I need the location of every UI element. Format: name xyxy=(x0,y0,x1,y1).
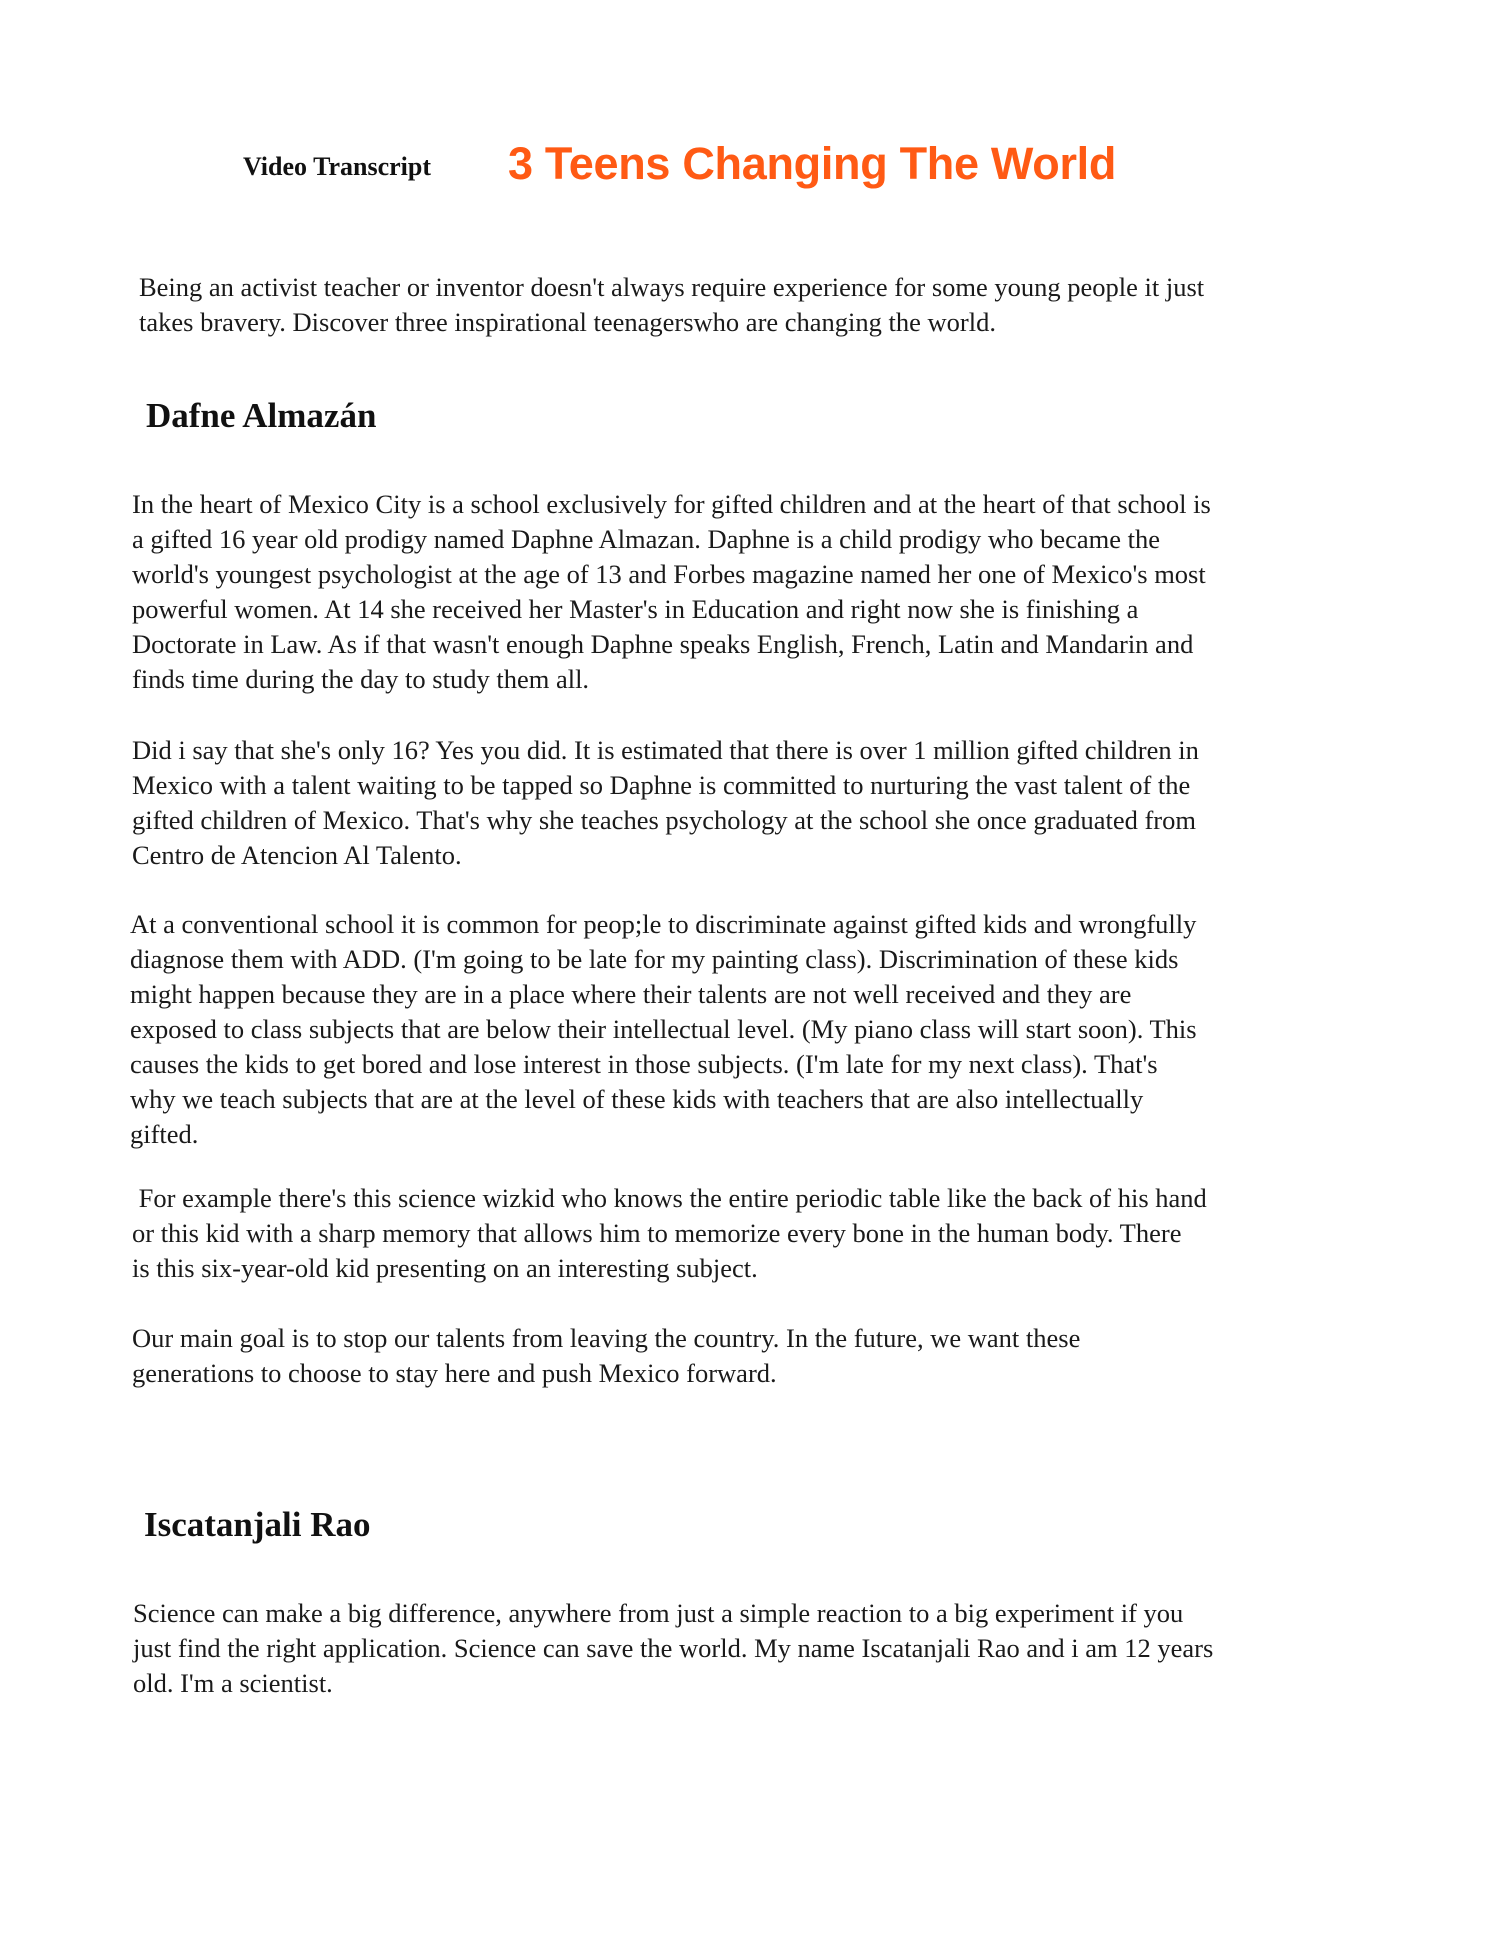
text-line: gifted children of Mexico. That's why she teaches psychology at the school she once graduated from xyxy=(132,805,1196,835)
text-line: Science can make a big difference, anywhere from just a simple reaction to a big experiment if you xyxy=(133,1598,1184,1628)
text-line: diagnose them with ADD. (I'm going to be late for my painting class). Discrimination of these kids xyxy=(130,944,1179,974)
text-line: Mexico with a talent waiting to be tapped so Daphne is committed to nurturing the vast talent of the xyxy=(132,770,1191,800)
text-line: gifted. xyxy=(130,1119,199,1149)
text-line: just find the right application. Science can save the world. My name Iscatanjali Rao and i am 12 years xyxy=(133,1633,1214,1663)
text-line: world's youngest psychologist at the age of 13 and Forbes magazine named her one of Mexico's most xyxy=(132,559,1206,589)
intro-paragraph xyxy=(139,270,1204,340)
text-line: why we teach subjects that are at the level of these kids with teachers that are also intellectually xyxy=(130,1084,1144,1114)
iscatanjali-paragraph-1 xyxy=(133,1596,1213,1701)
dafne-paragraph-3 xyxy=(130,907,1197,1152)
text-line: Our main goal is to stop our talents from leaving the country. In the future, we want these xyxy=(132,1323,1081,1353)
text-line: generations to choose to stay here and push Mexico forward. xyxy=(132,1358,777,1388)
dafne-paragraph-2 xyxy=(132,733,1199,873)
text-line: takes bravery. Discover three inspirational teenagerswho are changing the world. xyxy=(139,307,996,337)
text-line: finds time during the day to study them all. xyxy=(132,664,590,694)
document-title: 3 Teens Changing The World xyxy=(508,138,1117,189)
video-transcript-label: Video Transcript xyxy=(243,152,432,181)
text-line: old. I'm a scientist. xyxy=(133,1668,333,1698)
text-line: In the heart of Mexico City is a school exclusively for gifted children and at the heart of that school is xyxy=(132,489,1211,519)
text-line: a gifted 16 year old prodigy named Daphne Almazan. Daphne is a child prodigy who became the xyxy=(132,524,1161,554)
text-line: causes the kids to get bored and lose interest in those subjects. (I'm late for my next class). That's xyxy=(130,1049,1158,1079)
text-line: powerful women. At 14 she received her Master's in Education and right now she is finishing a xyxy=(132,594,1139,624)
text-line: might happen because they are in a place where their talents are not well received and they are xyxy=(130,979,1132,1009)
text-line: Did i say that she's only 16? Yes you did. It is estimated that there is over 1 million gifted children in xyxy=(132,735,1199,765)
text-line: For example there's this science wizkid who knows the entire periodic table like the back of his hand xyxy=(132,1183,1207,1213)
text-line: is this six-year-old kid presenting on an interesting subject. xyxy=(132,1253,758,1283)
dafne-paragraph-4 xyxy=(132,1181,1207,1286)
text-line: exposed to class subjects that are below their intellectual level. (My piano class will start soon). This xyxy=(130,1014,1197,1044)
dafne-paragraph-5 xyxy=(132,1321,1080,1391)
section-heading-iscatanjali: Iscatanjali Rao xyxy=(144,1505,371,1544)
section-heading-dafne: Dafne Almazán xyxy=(146,396,377,435)
text-line: Doctorate in Law. As if that wasn't enough Daphne speaks English, French, Latin and Mandarin and xyxy=(132,629,1194,659)
dafne-paragraph-1 xyxy=(132,487,1211,697)
text-line: Being an activist teacher or inventor doesn't always require experience for some young people it just xyxy=(139,272,1205,302)
text-line: or this kid with a sharp memory that allows him to memorize every bone in the human body. There xyxy=(132,1218,1182,1248)
text-line: At a conventional school it is common for peop;le to discriminate against gifted kids and wrongfully xyxy=(130,909,1197,939)
text-line: Centro de Atencion Al Talento. xyxy=(132,840,462,870)
